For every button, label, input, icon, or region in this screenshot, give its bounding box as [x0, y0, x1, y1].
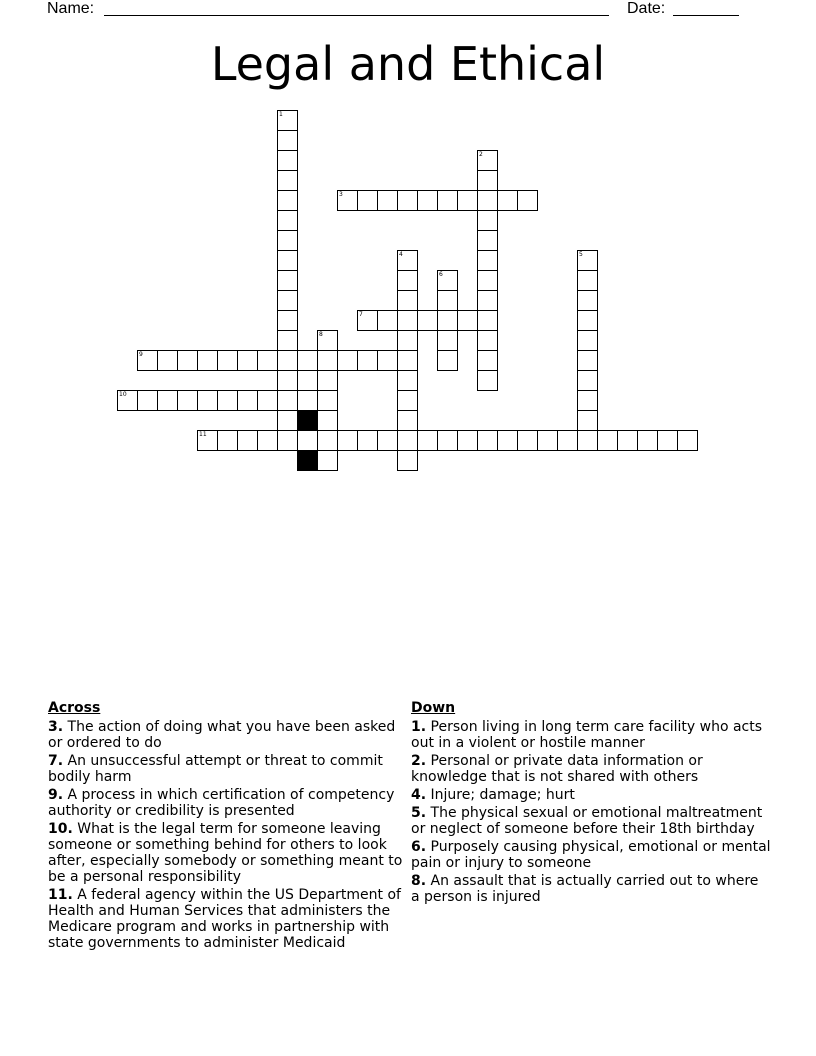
- grid-cell[interactable]: [577, 430, 598, 451]
- grid-cell[interactable]: [557, 430, 578, 451]
- grid-cell[interactable]: [317, 430, 338, 451]
- grid-cell[interactable]: [177, 350, 198, 371]
- down-clue: [411, 839, 771, 871]
- across-clue: [48, 719, 404, 751]
- grid-cell[interactable]: [317, 350, 338, 371]
- grid-cell[interactable]: [477, 250, 498, 271]
- clue-number: 7.: [48, 753, 64, 769]
- grid-cell[interactable]: [477, 310, 498, 331]
- clue-number: 8: [319, 331, 323, 338]
- grid-cell[interactable]: [257, 350, 278, 371]
- grid-cell[interactable]: [497, 430, 518, 451]
- grid-cell[interactable]: [277, 310, 298, 331]
- across-clues: [48, 700, 404, 953]
- grid-cell[interactable]: [477, 270, 498, 291]
- grid-cell[interactable]: [277, 290, 298, 311]
- grid-cell[interactable]: [437, 190, 458, 211]
- grid-cell[interactable]: [277, 190, 298, 211]
- grid-cell[interactable]: [317, 370, 338, 391]
- grid-cell[interactable]: [577, 270, 598, 291]
- down-clue: [411, 873, 771, 905]
- clue-text: Person living in long term care facility who acts out in a violent or hostile manner: [411, 719, 763, 751]
- clue-number: 5: [579, 251, 583, 258]
- date-label: Date:: [627, 0, 666, 17]
- grid-cell[interactable]: [337, 190, 358, 211]
- down-clue: [411, 787, 771, 803]
- grid-cell[interactable]: [157, 390, 178, 411]
- grid-cell[interactable]: [517, 190, 538, 211]
- clue-number: 2: [479, 151, 483, 158]
- clue-text: The action of doing what you have been asked or ordered to do: [48, 719, 396, 751]
- grid-cell[interactable]: [457, 310, 478, 331]
- grid-cell[interactable]: [197, 390, 218, 411]
- grid-cell[interactable]: [417, 190, 438, 211]
- grid-cell[interactable]: [577, 290, 598, 311]
- clue-number: 4: [399, 251, 403, 258]
- grid-cell[interactable]: [477, 430, 498, 451]
- grid-black-square: [297, 410, 318, 431]
- down-clue: [411, 753, 771, 785]
- grid-cell[interactable]: [617, 430, 638, 451]
- grid-cell[interactable]: [437, 270, 458, 291]
- grid-cell[interactable]: [577, 330, 598, 351]
- grid-cell[interactable]: [577, 350, 598, 371]
- grid-cell[interactable]: [517, 430, 538, 451]
- grid-cell[interactable]: [157, 350, 178, 371]
- clue-number: 1.: [411, 719, 427, 735]
- grid-cell[interactable]: [437, 290, 458, 311]
- grid-cell[interactable]: [477, 330, 498, 351]
- grid-cell[interactable]: [577, 310, 598, 331]
- grid-cell[interactable]: [677, 430, 698, 451]
- grid-cell[interactable]: [377, 310, 398, 331]
- grid-cell[interactable]: [477, 150, 498, 171]
- clue-number: 11.: [48, 887, 73, 903]
- grid-cell[interactable]: [397, 370, 418, 391]
- grid-cell[interactable]: [577, 390, 598, 411]
- grid-cell[interactable]: [597, 430, 618, 451]
- grid-cell[interactable]: [197, 430, 218, 451]
- clue-number: 10: [119, 391, 127, 398]
- clue-text: An assault that is actually carried out to where a person is injured: [411, 873, 759, 905]
- grid-cell[interactable]: [397, 250, 418, 271]
- clue-number: 8.: [411, 873, 427, 889]
- grid-cell[interactable]: [177, 390, 198, 411]
- clue-number: 7: [359, 311, 363, 318]
- grid-cell[interactable]: [257, 390, 278, 411]
- grid-cell[interactable]: [477, 290, 498, 311]
- grid-cell[interactable]: [217, 350, 238, 371]
- across-clue: [48, 821, 404, 885]
- clue-number: 10.: [48, 821, 73, 837]
- clue-number: 3.: [48, 719, 64, 735]
- grid-cell[interactable]: [437, 350, 458, 371]
- down-clue: [411, 719, 771, 751]
- grid-cell[interactable]: [457, 190, 478, 211]
- grid-cell[interactable]: [357, 190, 378, 211]
- clue-text: What is the legal term for someone leaving someone or something behind for others to look after, especially somebody or something meant to be a personal responsibility: [48, 821, 403, 885]
- grid-cell[interactable]: [277, 410, 298, 431]
- grid-cell[interactable]: [277, 270, 298, 291]
- grid-cell[interactable]: [317, 450, 338, 471]
- across-clue: [48, 887, 404, 951]
- grid-cell[interactable]: [357, 350, 378, 371]
- grid-cell[interactable]: [297, 390, 318, 411]
- grid-cell[interactable]: [577, 250, 598, 271]
- down-heading: Down: [411, 700, 456, 716]
- clue-number: 9: [139, 351, 143, 358]
- grid-cell[interactable]: [397, 190, 418, 211]
- grid-cell[interactable]: [357, 310, 378, 331]
- grid-cell[interactable]: [297, 430, 318, 451]
- name-label: Name:: [47, 0, 95, 17]
- grid-cell[interactable]: [357, 430, 378, 451]
- grid-cell[interactable]: [337, 350, 358, 371]
- across-heading: Across: [48, 700, 101, 716]
- clue-number: 4.: [411, 787, 427, 803]
- grid-cell[interactable]: [657, 430, 678, 451]
- page-title: Legal and Ethical: [210, 37, 606, 91]
- clue-number: 1: [279, 111, 283, 118]
- grid-cell[interactable]: [577, 370, 598, 391]
- grid-cell[interactable]: [577, 410, 598, 431]
- grid-cell[interactable]: [237, 350, 258, 371]
- grid-cell[interactable]: [277, 350, 298, 371]
- grid-cell[interactable]: [477, 370, 498, 391]
- grid-cell[interactable]: [417, 310, 438, 331]
- grid-cell[interactable]: [377, 430, 398, 451]
- across-clue-list: [48, 719, 404, 951]
- across-clue: [48, 753, 404, 785]
- grid-cell[interactable]: [477, 350, 498, 371]
- clue-text: Injure; damage; hurt: [430, 787, 575, 803]
- grid-cell[interactable]: [497, 190, 518, 211]
- grid-cell[interactable]: [257, 430, 278, 451]
- grid-cell[interactable]: [337, 430, 358, 451]
- grid-cell[interactable]: [377, 350, 398, 371]
- grid-cell[interactable]: [117, 390, 138, 411]
- clue-text: The physical sexual or emotional maltreatment or neglect of someone before their 18th birthday: [411, 805, 763, 837]
- grid-cell[interactable]: [397, 290, 418, 311]
- grid-black-square: [297, 450, 318, 471]
- grid-cell[interactable]: [277, 230, 298, 251]
- grid-cell[interactable]: [377, 190, 398, 211]
- grid-cell[interactable]: [217, 430, 238, 451]
- grid-cell[interactable]: [457, 430, 478, 451]
- grid-cell[interactable]: [237, 430, 258, 451]
- crossword-grid: [0, 0, 816, 520]
- clue-text: Personal or private data information or knowledge that is not shared with others: [411, 753, 703, 785]
- clue-text: Purposely causing physical, emotional or mental pain or injury to someone: [411, 839, 771, 871]
- grid-cell[interactable]: [477, 230, 498, 251]
- grid-cell[interactable]: [317, 390, 338, 411]
- grid-cell[interactable]: [397, 450, 418, 471]
- grid-cell[interactable]: [137, 390, 158, 411]
- grid-cell[interactable]: [277, 390, 298, 411]
- grid-cell[interactable]: [397, 350, 418, 371]
- grid-cell[interactable]: [477, 210, 498, 231]
- grid-cell[interactable]: [277, 110, 298, 131]
- grid-cell[interactable]: [537, 430, 558, 451]
- clue-number: 3: [339, 191, 343, 198]
- grid-cell[interactable]: [277, 170, 298, 191]
- grid-cell[interactable]: [277, 330, 298, 351]
- clue-number: 11: [199, 431, 207, 438]
- grid-cell[interactable]: [277, 250, 298, 271]
- grid-cell[interactable]: [137, 350, 158, 371]
- grid-cell[interactable]: [477, 170, 498, 191]
- grid-cell[interactable]: [397, 310, 418, 331]
- down-clues: [411, 700, 771, 907]
- clue-number: 6: [439, 271, 443, 278]
- grid-cell[interactable]: [317, 330, 338, 351]
- grid-cell[interactable]: [437, 430, 458, 451]
- across-clue: [48, 787, 404, 819]
- clue-number: 5.: [411, 805, 427, 821]
- grid-cell[interactable]: [437, 330, 458, 351]
- grid-cell[interactable]: [397, 430, 418, 451]
- grid-cell[interactable]: [637, 430, 658, 451]
- grid-cell[interactable]: [417, 430, 438, 451]
- clue-text: A process in which certification of competency authority or credibility is presented: [48, 787, 395, 819]
- grid-cell[interactable]: [197, 350, 218, 371]
- down-clue: [411, 805, 771, 837]
- grid-cell[interactable]: [297, 350, 318, 371]
- grid-cell[interactable]: [277, 210, 298, 231]
- clue-number: 6.: [411, 839, 427, 855]
- grid-cell[interactable]: [397, 410, 418, 431]
- clue-text: An unsuccessful attempt or threat to commit bodily harm: [48, 753, 383, 785]
- grid-cell[interactable]: [217, 390, 238, 411]
- grid-cell[interactable]: [397, 390, 418, 411]
- clue-text: A federal agency within the US Department of Health and Human Services that administers the Medicare program and works in partnership with state governments to administer Medicaid: [48, 887, 401, 951]
- grid-cell[interactable]: [237, 390, 258, 411]
- grid-cell[interactable]: [277, 150, 298, 171]
- grid-cell[interactable]: [397, 330, 418, 351]
- grid-cell[interactable]: [317, 410, 338, 431]
- grid-cell[interactable]: [277, 130, 298, 151]
- grid-cell[interactable]: [277, 370, 298, 391]
- grid-cell[interactable]: [277, 430, 298, 451]
- grid-cell[interactable]: [477, 190, 498, 211]
- grid-cell[interactable]: [437, 310, 458, 331]
- clue-number: 2.: [411, 753, 427, 769]
- grid-cell[interactable]: [397, 270, 418, 291]
- clue-number: 9.: [48, 787, 64, 803]
- down-clue-list: [411, 719, 771, 905]
